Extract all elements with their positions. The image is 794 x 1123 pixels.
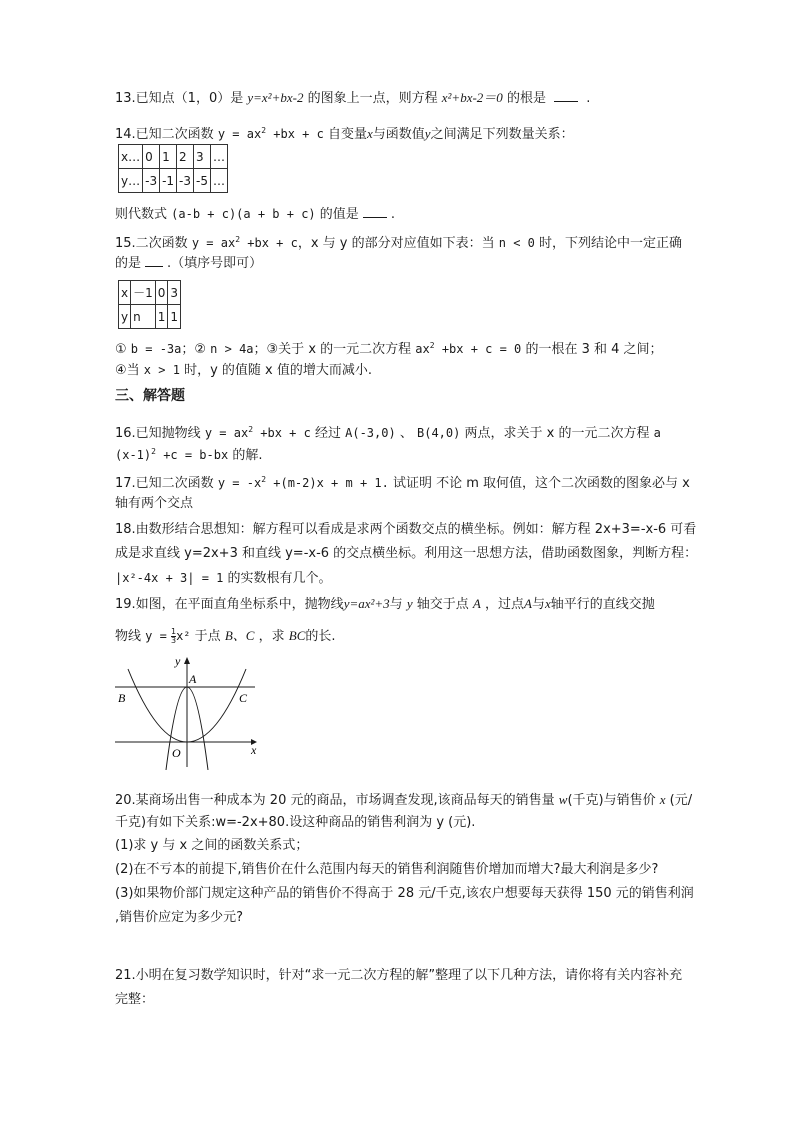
q20-var-w: w	[558, 792, 568, 807]
question-18-line2: 成是求直线 y=2x+3 和直线 y=-x-6 的交点横坐标。利用这一思想方法，借助函数图象，判断方程：	[115, 546, 698, 561]
q15-text: .（填序号即可）	[167, 256, 263, 271]
question-21-line2: 完整：	[115, 992, 155, 1007]
q19-text: 轴交于点	[416, 597, 469, 612]
q15-option-marker: ①	[115, 342, 127, 357]
table-cell: -1	[160, 169, 177, 193]
q15-option-4-condition: x > 1	[143, 363, 180, 377]
q16-text: 的解.	[232, 448, 263, 463]
q19-var-y: y	[406, 596, 413, 611]
table-cell: 1	[168, 305, 181, 329]
q15-text: 15.二次函数	[115, 236, 188, 251]
table-row	[119, 281, 181, 305]
question-15-line2	[115, 254, 262, 274]
q15-condition: n < 0	[498, 236, 535, 250]
q15-text: 时，下列结论中一定正确	[539, 236, 683, 251]
q19-point-a: A	[472, 596, 481, 611]
question-14-ask	[115, 204, 395, 225]
q16-equation: $(x-1)^2 +c = b-bx$	[115, 447, 229, 462]
q14-text: 与函数值	[372, 127, 425, 142]
question-13	[115, 88, 590, 109]
q19-text: 19.如图，在平面直角坐标系中，抛物线	[115, 597, 344, 612]
q13-function: y=x²+bx-2	[247, 90, 304, 105]
q14-text: 的值是	[319, 207, 359, 222]
q15-text: ④当	[115, 363, 140, 378]
q19-point-a: A	[524, 596, 532, 611]
label-point-a: A	[189, 672, 197, 686]
q19-text: ，过点	[485, 597, 525, 612]
q19-parabola-figure	[115, 655, 265, 770]
label-x: x	[251, 743, 257, 757]
q19-segment-bc: BC	[288, 628, 306, 643]
question-19	[115, 594, 655, 615]
question-20-line2: 千克)有如下关系:w=-2x+80.设这种商品的销售利润为 y (元).	[115, 815, 476, 830]
q19-text: 与	[531, 597, 545, 612]
q17-text: 试证明 不论 m 取何值，这个二次函数的图象必与 x	[392, 476, 690, 491]
table-cell: 2	[177, 145, 194, 169]
table-cell: y	[119, 305, 131, 329]
q15-value-table	[118, 280, 181, 329]
q19-text: 的长.	[305, 629, 336, 644]
q19-var-x: x	[544, 596, 551, 611]
table-cell: -3	[177, 169, 194, 193]
table-cell: 3	[168, 281, 181, 305]
q19-points-bc: B、C	[224, 628, 255, 643]
q19-function-rhs: x²	[176, 629, 191, 643]
label-point-b: B	[118, 691, 126, 705]
superscript: 2	[248, 425, 254, 434]
q19-text: 于点	[194, 629, 221, 644]
table-cell: …	[210, 145, 227, 169]
table-row	[119, 169, 228, 193]
question-19-line2	[115, 626, 336, 647]
question-20-part3: (3)如果物价部门规定这种产品的销售价不得高于 28 元/千克,该农户想要每天获得 150 元的销售利润	[115, 886, 694, 901]
superscript: 2	[261, 475, 267, 484]
y-axis-arrow	[184, 657, 190, 664]
table-cell: 1	[155, 305, 168, 329]
q13-answer-blank	[554, 89, 578, 102]
q14-text: 14.已知二次函数	[115, 127, 214, 142]
q15-option-2: n > 4a	[210, 342, 254, 356]
table-cell: …	[210, 169, 227, 193]
question-16	[115, 420, 661, 444]
q15-function: $y = ax^2 +bx + c$	[191, 235, 298, 250]
q14-text: 自变量	[327, 127, 367, 142]
q14-var-x: x	[366, 126, 373, 141]
q14-function: $y = ax^2 +bx + c$	[217, 126, 324, 141]
section-heading: 三、解答题	[115, 388, 185, 404]
table-cell: y…	[119, 169, 143, 193]
q15-text: ，x 与 y 的部分对应值如下表：当	[297, 236, 495, 251]
question-17	[115, 470, 690, 494]
q14-var-y: y	[424, 126, 431, 141]
q18-text: 的实数根有几个。	[227, 571, 332, 586]
question-20	[115, 790, 692, 811]
table-cell: x…	[119, 145, 143, 169]
question-20-part3-line2: ,销售价应定为多少元?	[115, 910, 244, 925]
question-18: 18.由数形结合思想知：解方程可以看成是求两个函数交点的横坐标。例如：解方程 2x+3=-x-6 可看	[115, 522, 697, 537]
question-21: 21.小明在复习数学知识时，针对“求一元二次方程的解”整理了以下几种方法，请你将有关内容补充	[115, 968, 683, 983]
q13-text: 的图象上一点，则方程	[307, 91, 438, 106]
q17-function: $y = -x^2 +(m-2)x + m + 1$.	[217, 475, 389, 490]
q16-text: 两点，求关于 x 的一元二次方程	[464, 426, 650, 441]
q16-coefficient: a	[653, 426, 661, 440]
label-y: y	[175, 655, 181, 668]
table-cell: 3	[194, 145, 211, 169]
q15-answer-blank	[145, 254, 163, 267]
q18-equation: |x²-4x + 3| = 1	[115, 571, 224, 585]
q20-text: (千克)与销售价	[567, 793, 656, 808]
q13-equation: x²+bx-2＝0	[441, 90, 503, 105]
table-cell: x	[119, 281, 131, 305]
label-origin: O	[172, 746, 181, 760]
question-15-option-4	[115, 360, 372, 381]
table-cell: -5	[194, 169, 211, 193]
table-cell: 0	[155, 281, 168, 305]
question-16-line2	[115, 442, 263, 466]
question-18-line3	[115, 568, 332, 589]
table-cell: 0	[143, 145, 160, 169]
q16-text: 经过	[314, 426, 341, 441]
superscript: 2	[151, 447, 156, 456]
q19-function-lhs: y =	[145, 629, 167, 643]
q15-text: 的一根在 3 和 4 之间；	[525, 342, 663, 357]
q19-text: 与	[389, 597, 403, 612]
q20-text: 20.某商场出售一种成本为 20 元的商品，市场调查发现,该商品每天的销售量	[115, 793, 555, 808]
table-cell: -3	[143, 169, 160, 193]
fraction-denominator: 3	[170, 636, 177, 645]
question-15	[115, 230, 682, 254]
q15-option-3-equation: $ax^2 +bx + c = 0$	[415, 341, 522, 356]
superscript: 2	[429, 341, 435, 350]
q20-text: (元/	[669, 793, 693, 808]
q14-expression: (a-b + c)(a + b + c)	[171, 207, 316, 221]
q14-answer-blank	[363, 205, 387, 218]
question-17-line2: 轴有两个交点	[115, 496, 194, 511]
q15-option-1: b = -3a	[130, 342, 182, 356]
superscript: 2	[261, 126, 267, 135]
table-cell: 1	[160, 145, 177, 169]
table-row	[119, 305, 181, 329]
q13-period: .	[586, 91, 591, 106]
fraction-numerator: 1	[170, 627, 177, 636]
q15-text: 的是	[115, 256, 142, 271]
q19-text: 轴平行的直线交抛	[550, 597, 655, 612]
table-cell: －1	[131, 281, 156, 305]
q16-text: 、	[399, 426, 413, 441]
q17-text: 17.已知二次函数	[115, 476, 214, 491]
q16-point-b: B(4,0)	[417, 426, 461, 440]
q19-text: ，求	[258, 629, 285, 644]
q14-text: 则代数式	[115, 207, 168, 222]
question-15-options	[115, 336, 663, 360]
label-point-c: C	[239, 691, 248, 705]
q16-function: $y = ax^2 +bx + c$	[204, 425, 311, 440]
q13-text: 13.已知点（1，0）是	[115, 91, 244, 106]
question-20-part1: (1)求 y 与 x 之间的函数关系式；	[115, 838, 309, 853]
q19-function: y=ax²+3	[343, 596, 390, 611]
q14-period: .	[390, 207, 395, 222]
table-row	[119, 145, 228, 169]
q15-text: ；②	[181, 342, 207, 357]
q16-text: 16.已知抛物线	[115, 426, 201, 441]
question-20-part2: (2)在不亏本的前提下,销售价在什么范围内每天的销售利润随售价增加而增大?最大利润是多少?	[115, 862, 659, 877]
q13-text: 的根是	[506, 91, 546, 106]
q15-text: 时，y 的值随 x 值的增大而减小.	[184, 363, 372, 378]
question-14	[115, 121, 574, 145]
q16-point-a: A(-3,0)	[345, 426, 396, 440]
superscript: 2	[235, 235, 241, 244]
q14-value-table	[118, 144, 228, 193]
q19-text: 物线	[115, 629, 142, 644]
q20-var-x: x	[659, 792, 666, 807]
q14-text: 之间满足下列数量关系：	[430, 127, 574, 142]
table-cell: n	[131, 305, 156, 329]
q15-text: ；③关于 x 的一元二次方程	[253, 342, 412, 357]
